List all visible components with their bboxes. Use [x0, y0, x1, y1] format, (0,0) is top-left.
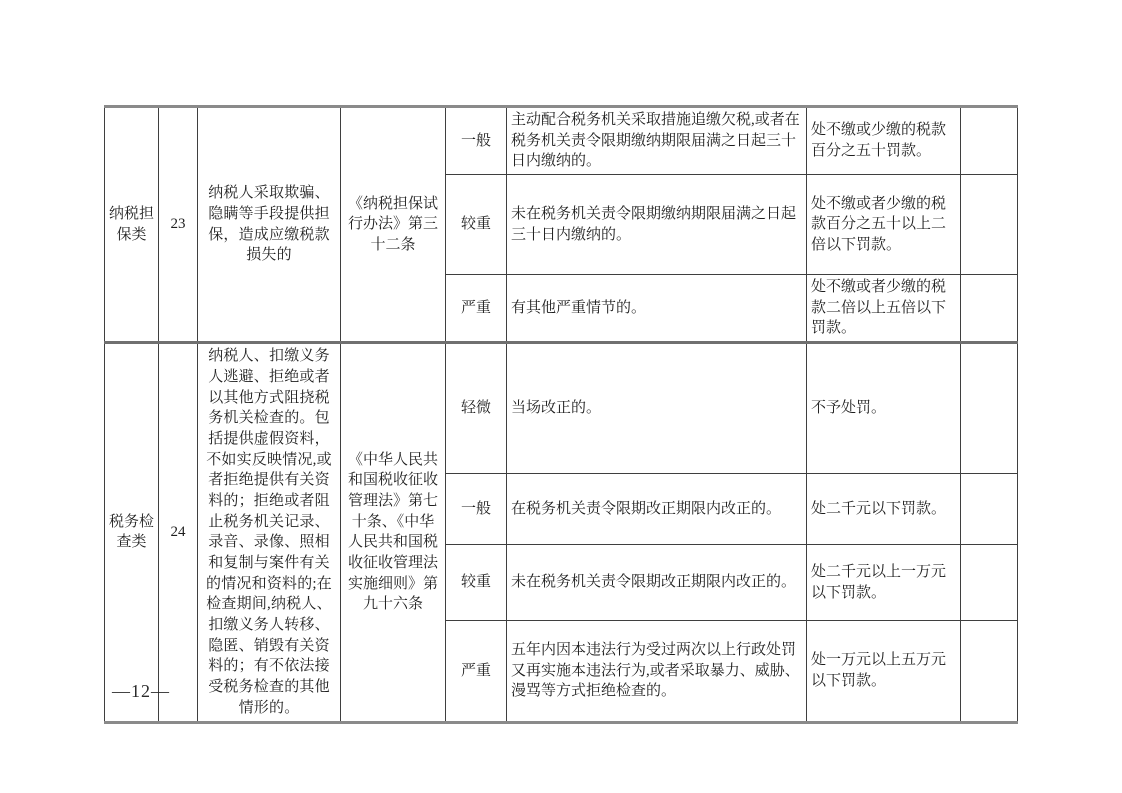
- penalty-cell: 处不缴或者少缴的税款二倍以上五倍以下罚款。: [807, 275, 961, 343]
- remark-cell: [961, 175, 1018, 275]
- circumstance-cell: 主动配合税务机关采取措施追缴欠税,或者在税务机关责令限期缴纳期限届满之日起三十日内缴纳的。: [507, 107, 807, 175]
- category-cell: 纳税担保类: [105, 107, 159, 343]
- circumstance-cell: 有其他严重情节的。: [507, 275, 807, 343]
- circumstance-cell: 在税务机关责令限期改正期限内改正的。: [507, 473, 807, 545]
- penalty-cell: 不予处罚。: [807, 343, 961, 473]
- table-section-23: [105, 107, 1018, 343]
- severity-cell: 严重: [446, 621, 507, 722]
- circumstance-cell: 当场改正的。: [507, 343, 807, 473]
- remark-cell: [961, 545, 1018, 621]
- penalty-discretion-table: [104, 105, 1018, 724]
- severity-cell: 一般: [446, 473, 507, 545]
- table-row: [105, 107, 1018, 175]
- severity-cell: 较重: [446, 175, 507, 275]
- severity-cell: 轻微: [446, 343, 507, 473]
- remark-cell: [961, 107, 1018, 175]
- violation-cell: 纳税人、扣缴义务人逃避、拒绝或者以其他方式阻挠税务机关检查的。包括提供虚假资料，不如实反映情况,或者拒绝提供有关资料的；拒绝或者阻止税务机关记录、录音、录像、照相和复制与案件有关的情况和资料的;在检查期间,纳税人、扣缴义务人转移、隐匿、销毁有关资料的；有不依法接受税务检查的其他情形的。: [198, 343, 341, 722]
- table-section-24: [105, 343, 1018, 722]
- penalty-cell: 处一万元以上五万元以下罚款。: [807, 621, 961, 722]
- table-row: [105, 343, 1018, 473]
- category-cell: 税务检查类: [105, 343, 159, 722]
- number-cell: 24: [159, 343, 198, 722]
- number-cell: 23: [159, 107, 198, 343]
- severity-cell: 一般: [446, 107, 507, 175]
- circumstance-cell: 未在税务机关责令限期缴纳期限届满之日起三十日内缴纳的。: [507, 175, 807, 275]
- circumstance-cell: 五年内因本违法行为受过两次以上行政处罚又再实施本违法行为,或者采取暴力、威胁、漫骂等方式拒绝检查的。: [507, 621, 807, 722]
- legal-basis-cell: 《纳税担保试行办法》第三十二条: [341, 107, 446, 343]
- remark-cell: [961, 473, 1018, 545]
- legal-basis-cell: 《中华人民共和国税收征收管理法》第七十条、《中华人民共和国税收征收管理法实施细则》第九十六条: [341, 343, 446, 722]
- remark-cell: [961, 343, 1018, 473]
- circumstance-cell: 未在税务机关责令限期改正期限内改正的。: [507, 545, 807, 621]
- severity-cell: 较重: [446, 545, 507, 621]
- remark-cell: [961, 621, 1018, 722]
- severity-cell: 严重: [446, 275, 507, 343]
- penalty-cell: 处二千元以下罚款。: [807, 473, 961, 545]
- penalty-cell: 处不缴或者少缴的税款百分之五十以上二倍以下罚款。: [807, 175, 961, 275]
- penalty-cell: 处不缴或少缴的税款百分之五十罚款。: [807, 107, 961, 175]
- remark-cell: [961, 275, 1018, 343]
- penalty-cell: 处二千元以上一万元以下罚款。: [807, 545, 961, 621]
- page-number: —12—: [112, 681, 170, 701]
- violation-cell: 纳税人采取欺骗、隐瞒等手段提供担保，造成应缴税款损失的: [198, 107, 341, 343]
